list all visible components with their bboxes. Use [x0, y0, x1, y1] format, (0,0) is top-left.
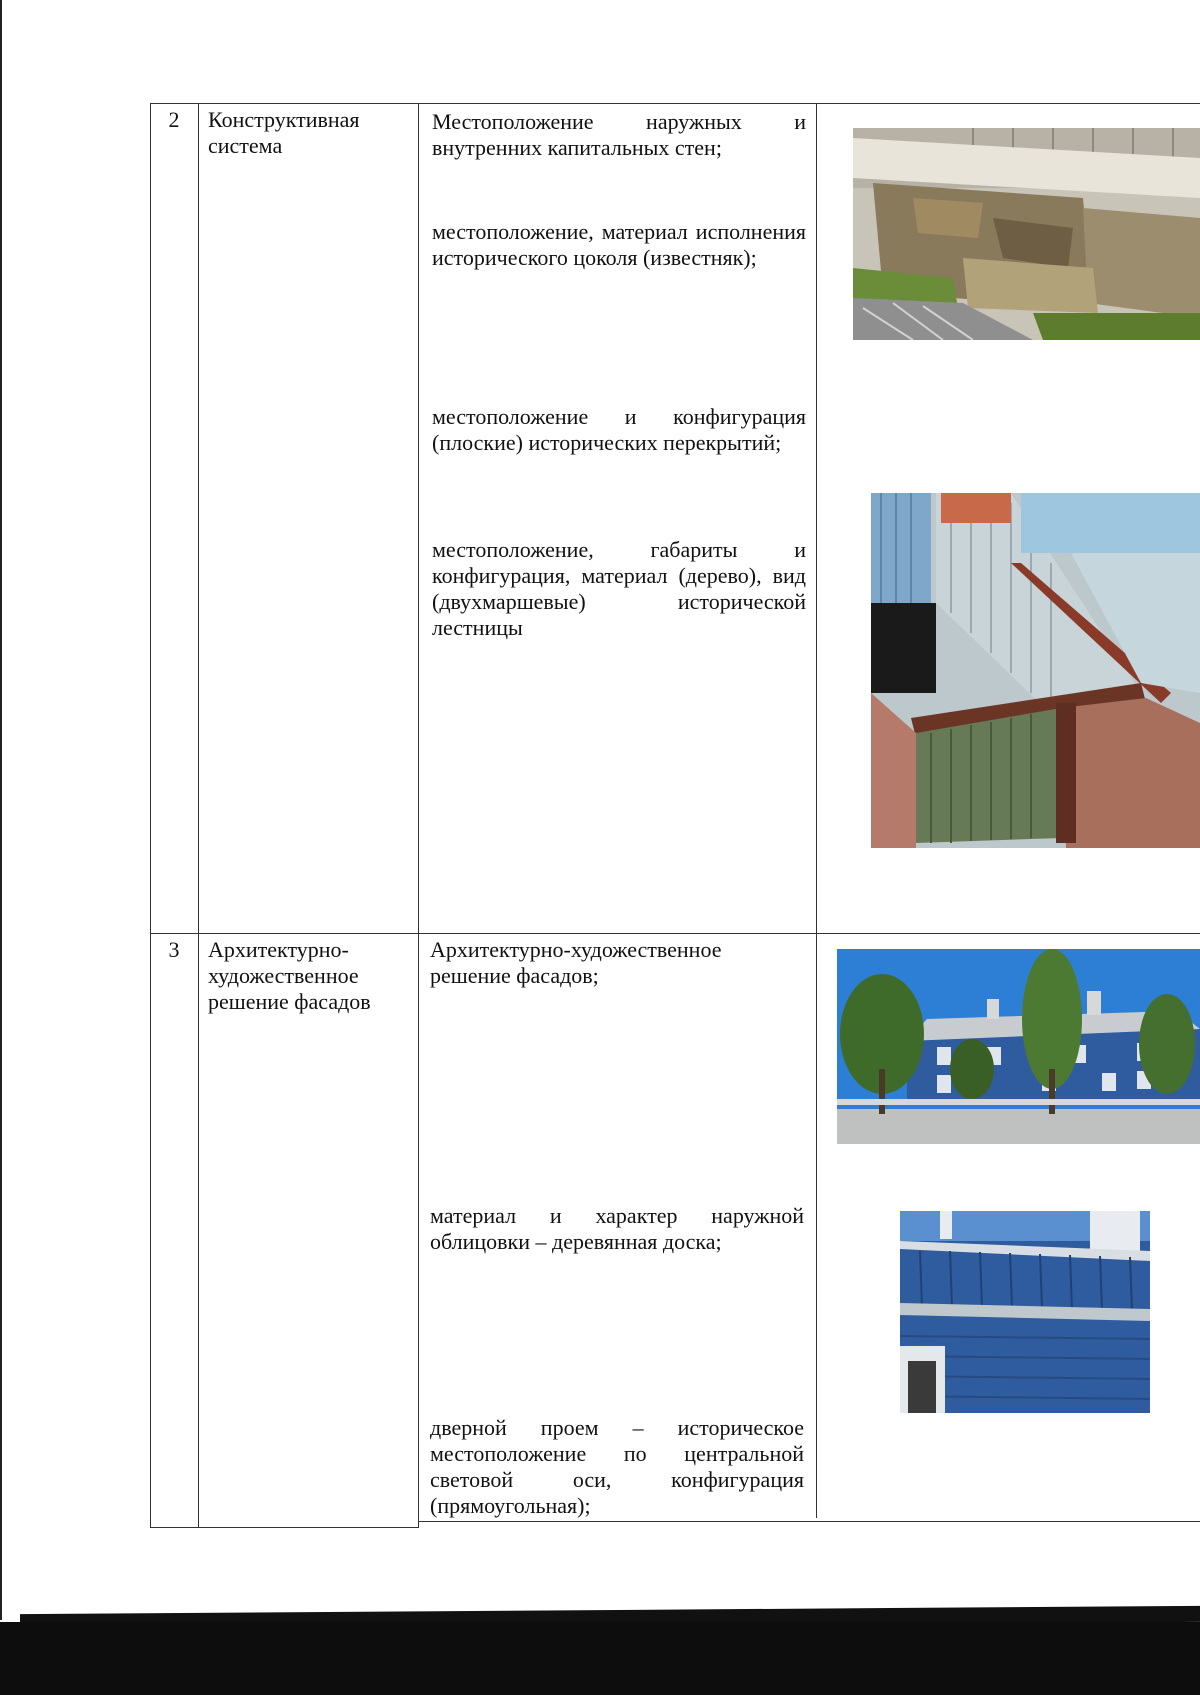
- column-divider-name: [418, 103, 419, 1528]
- item-text: материал и характер наружной облицовки – деревянная доска;: [430, 1203, 804, 1254]
- column-divider-items: [816, 103, 817, 1518]
- scan-bottom-band: [0, 1622, 1200, 1695]
- table-top-border: [150, 103, 1200, 104]
- item-text: Местоположение наружных и внутренних капитальных стен;: [432, 109, 806, 160]
- building-facade-photo: [837, 949, 1200, 1144]
- limestone-plinth-photo: [853, 128, 1200, 340]
- row-number: 3: [168, 937, 180, 962]
- table-border-left: [150, 103, 151, 1528]
- item-text: местоположение, габариты и конфигурация, материал (дерево), вид (двухмаршевые) исторической лестницы: [432, 537, 806, 640]
- scan-left-edge: [0, 0, 2, 1620]
- item-text: дверной проем – историческое местоположение по центральной световой оси, конфигурация (прямоугольная);: [430, 1415, 804, 1518]
- item-text: местоположение, материал исполнения исторического цоколя (известняк);: [432, 219, 806, 270]
- table-bottom-border-right: [418, 1521, 1200, 1522]
- wooden-cladding-photo: [900, 1211, 1150, 1413]
- item-text: местоположение и конфигурация (плоские) исторических перекрытий;: [432, 404, 806, 455]
- wooden-staircase-photo: [871, 493, 1200, 848]
- row-name: Конструктивная система: [208, 107, 360, 158]
- item-text: Архитектурно-художественное решение фасадов;: [430, 937, 722, 988]
- table-bottom-border: [150, 1527, 418, 1528]
- row-name: Архитектурно-художественное решение фасадов: [208, 937, 371, 1014]
- row-number: 2: [168, 107, 180, 132]
- row-divider: [150, 933, 1200, 934]
- heritage-table: [150, 103, 1200, 1528]
- column-divider-number: [198, 103, 199, 1528]
